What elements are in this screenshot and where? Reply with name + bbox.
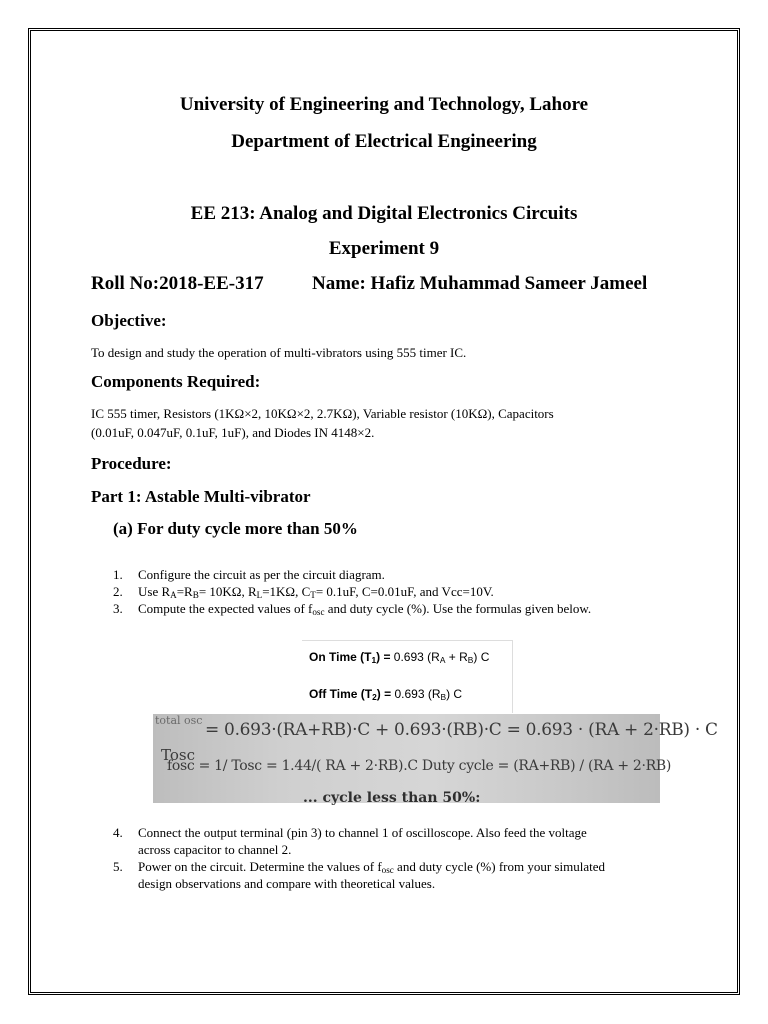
formula-photo [153, 714, 718, 806]
department-title: Department of Electrical Engineering [231, 131, 537, 152]
photo-line-1: = 0.693·(RA+RB)·C + 0.693·(RB)·C = 0.693 · (RA + 2·RB) · C [205, 720, 718, 740]
list-item: 2. Use $R_A=R_B= 10K\Omega$, $R_L=1K\Omega$, $C_T= 0.1uF$, C=0.01uF, and Vcc=10V. [113, 584, 494, 600]
components-line-2: (0.01uF, 0.047uF, 0.1uF, 1uF), and Diodes IN 4148×2. [91, 425, 375, 440]
list-item: 1. Configure the circuit as per the circuit diagram. [113, 567, 385, 582]
duty-cycle-subheading: (a) For duty cycle more than 50% [113, 519, 358, 538]
photo-line-3: ... cycle less than 50%: [303, 790, 481, 806]
on-off-time-formula-box [302, 640, 513, 713]
off-time-formula: Off Time $(T_2) = 0.693$ $(R_B)$ C [309, 687, 463, 702]
photo-tosc-label: Tosc [161, 746, 195, 764]
part1-heading: Part 1: Astable Multi-vibrator [91, 487, 311, 506]
objective-text: To design and study the operation of multi-vibrators using 555 timer IC. [91, 345, 467, 360]
components-line-1: IC 555 timer, Resistors (1KΩ×2, 10KΩ×2, 2.7KΩ), Variable resistor (10KΩ), Capacitors [91, 406, 554, 421]
course-title: EE 213: Analog and Digital Electronics Circuits [190, 203, 578, 224]
components-heading: Components Required: [91, 372, 261, 391]
list-item: 3. Compute the expected values of $f_{osc}$ and duty cycle (%). Use the formulas given below. [113, 601, 592, 617]
university-title: University of Engineering and Technology, Lahore [179, 94, 589, 115]
procedure-steps-4-5 [113, 824, 605, 892]
procedure-steps-1-3 [113, 566, 591, 617]
objective-heading: Objective: [91, 311, 167, 330]
photo-line-2: fosc = 1/ Tosc = 1.44/( RA + 2·RB).C Duty cycle = (RA+RB) / (RA + 2·RB) [167, 758, 672, 774]
list-item: 4. Connect the output terminal (pin 3) to channel 1 of oscilloscope. Also feed the voltage across capacitor to channel 2. [113, 825, 587, 857]
student-name: Name: Hafiz Muhammad Sameer Jameel [312, 273, 648, 294]
photo-line-0: total osc [155, 714, 203, 727]
experiment-title: Experiment 9 [328, 238, 440, 259]
procedure-heading: Procedure: [91, 454, 172, 473]
roll-number: Roll No:2018-EE-317 [91, 273, 264, 294]
list-item: 5. Power on the circuit. Determine the values of $f_{osc}$ and duty cycle (%) from your simulated design observations and compare with theoretical values. [113, 859, 605, 891]
on-time-formula: On Time $(T_1) = 0.693$ $(R_A + R_B)$ C [309, 650, 490, 665]
